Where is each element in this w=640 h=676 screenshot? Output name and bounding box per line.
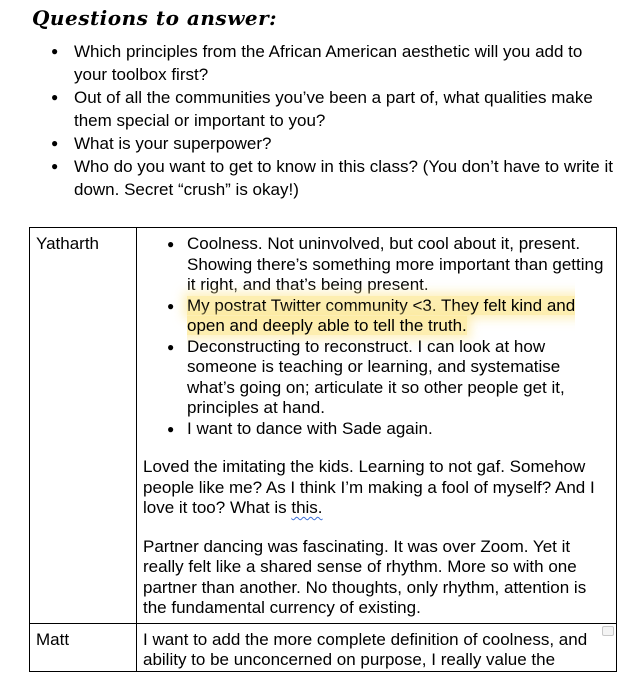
table-row (30, 228, 617, 624)
question-item: ● Which principles from the African American aesthetic will you add to your toolbox first? (38, 40, 618, 86)
list-item: ● Coolness. Not uninvolved, but cool about it, present. Showing there’s something more important than getting it right, and that’s being present. (143, 234, 610, 296)
comment-marker-icon[interactable] (602, 626, 614, 636)
list-item: ● I want to dance with Sade again. (143, 419, 610, 440)
question-item: ● Out of all the communities you’ve been a part of, what qualities make them special or important to you? (38, 86, 618, 132)
highlighted-text: My postrat Twitter community <3. They felt kind and open and deeply able to tell the truth. (187, 295, 576, 335)
reflection-paragraph: I want to add the more complete definition of coolness, and ability to be unconcerned on purpose, I really value the (143, 629, 588, 669)
question-item: ● Who do you want to get to know in this class? (You don’t have to write it down. Secret “crush” is okay!) (38, 155, 618, 201)
answer-cell[interactable] (137, 228, 617, 624)
responses-table (29, 227, 617, 672)
question-list (38, 40, 618, 201)
paragraph-text: Loved the imitating the kids. Learning to not gaf. Somehow people like me? As I think I’m making a fool of myself? And I love it too? What is (143, 457, 595, 517)
page-heading: Questions to answer: (32, 6, 278, 30)
table-row (30, 623, 617, 671)
question-item: ● What is your superpower? (38, 132, 618, 155)
answer-list (143, 234, 610, 439)
name-cell: Yatharth (30, 228, 137, 624)
list-item: ● Deconstructing to reconstruct. I can look at how someone is teaching or learning, and systematise what’s going on; articulate it so other people get it, principles at hand. (143, 337, 610, 419)
list-item (143, 296, 610, 337)
spellcheck-underline-word[interactable]: this. (291, 498, 323, 517)
name-cell: Matt (30, 623, 137, 671)
reflection-paragraph: Partner dancing was fascinating. It was over Zoom. Yet it really felt like a shared sense of rhythm. More so with one partner than another. No thoughts, only rhythm, attention is the fundamental currency of existing. (143, 536, 587, 617)
answer-cell[interactable] (137, 623, 617, 671)
reflection-paragraph (143, 457, 610, 519)
